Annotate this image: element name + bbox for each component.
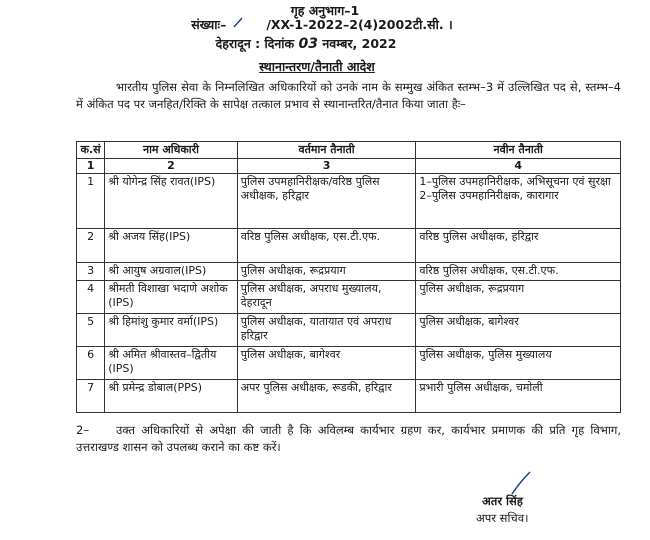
paragraph-number: 2– [76,423,90,437]
table-row [77,229,621,263]
row-current-posting: अपर पुलिस अधीक्षक, रूडकी, हरिद्वार [237,380,416,413]
instruction-text: उक्त अधिकारियों से अपेक्षा की जाती है कि अविलम्ब कार्यभार ग्रहण कर, कार्यभार प्रमाणक की प्रति गृह विभाग, उत्तराखण्ड शासन को उपलब्ध कराने का कष्ट करें। [76,423,621,454]
row-new-posting: पुलिस अधीक्षक, बागेश्वर [416,314,621,347]
column-number: 1 [77,159,105,174]
row-current-posting: पुलिस अधीक्षक, यातायात एवं अपराध हरिद्वार [237,314,416,347]
department-heading: गृह अनुभाग–1 [290,3,360,18]
row-new-posting: वरिष्ठ पुलिस अधीक्षक, हरिद्वार [416,229,621,263]
row-officer-name: श्री हिमांशु कुमार वर्मा(IPS) [105,314,238,347]
table-row [77,174,621,229]
table-header-row [77,142,621,159]
instruction-paragraph [76,422,621,456]
table-row [77,380,621,413]
column-number: 3 [237,159,416,174]
header-new-posting: नवीन तैनाती [416,142,621,159]
row-officer-name: श्रीमती विशाखा भदाणे अशोक (IPS) [105,281,238,314]
new-posting-line: 2–पुलिस उपमहानिरीक्षक, कारागार [419,189,559,202]
row-sn: 6 [77,347,105,380]
row-new-posting [416,174,621,229]
header-current-posting: वर्तमान तैनाती [237,142,416,159]
row-current-posting: पुलिस अधीक्षक, रूद्रप्रयाग [237,263,416,281]
column-number-row [77,159,621,174]
order-number [112,15,532,33]
row-new-posting: प्रभारी पुलिस अधीक्षक, चमोली [416,380,621,413]
signatory-designation: अपर सचिव। [476,511,529,525]
table-row [77,314,621,347]
intro-paragraph [76,79,621,113]
row-current-posting: पुलिस अधीक्षक, अपराध मुख्यालय, देहरादून [237,281,416,314]
header-sn: क.सं [77,142,105,159]
order-title: स्थानान्तरण/तैनाती आदेश [259,59,375,74]
row-officer-name: श्री अमित श्रीवास्तव–द्वितीय (IPS) [105,347,238,380]
intro-text: भारतीय पुलिस सेवा के निम्नलिखित अधिकारियों को उनके नाम के सम्मुख अंकित स्तम्भ–3 में उल्लिखित पद से, स्तम्भ–4 में अंकित पद पर जनहित/रिक्ति के सापेक्ष तत्काल प्रभाव से स्थानान्तरित/तैनात किया जाता हैः– [76,80,621,111]
table-row [77,263,621,281]
new-posting-line: 1–पुलिस उपमहानिरीक्षक, अभिसूचना एवं सुरक्षा [419,175,611,188]
order-number-prefix: संख्याः– [191,17,227,32]
column-number: 4 [416,159,621,174]
date-day: 03 [298,36,318,52]
row-new-posting: पुलिस अधीक्षक, पुलिस मुख्यालय [416,347,621,380]
column-number: 2 [105,159,238,174]
row-sn: 2 [77,229,105,263]
table-row [77,347,621,380]
place-date [96,35,516,52]
header-officer-name: नाम अधिकारी [105,142,238,159]
row-new-posting: वरिष्ठ पुलिस अधीक्षक, एस.टी.एफ. [416,263,621,281]
row-officer-name: श्री आयुष अग्रवाल(IPS) [105,263,238,281]
table-row [77,281,621,314]
row-sn: 4 [77,281,105,314]
row-officer-name: श्री अजय सिंह(IPS) [105,229,238,263]
row-new-posting: पुलिस अधीक्षक, रूद्रप्रयाग [416,281,621,314]
signatory-name: अतर सिंह [482,494,523,508]
order-number-suffix: /XX-1-2022–2(4)2002टी.सी. । [266,17,453,32]
place-date-prefix: देहरादून : दिनांक [215,36,295,51]
row-current-posting: पुलिस अधीक्षक, बागेश्वर [237,347,416,380]
transfer-table [76,141,621,413]
row-sn: 7 [77,380,105,413]
date-month-year: नवम्बर, 2022 [322,36,397,51]
handwritten-number-blank [226,15,266,32]
row-officer-name: श्री योगेन्द्र सिंह रावत(IPS) [105,174,238,229]
row-current-posting: वरिष्ठ पुलिस अधीक्षक, एस.टी.एफ. [237,229,416,263]
row-sn: 3 [77,263,105,281]
row-sn: 5 [77,314,105,347]
footer-cutoff-line [82,532,382,538]
row-sn: 1 [77,174,105,229]
row-officer-name: श्री प्रमेन्द्र डोबाल(PPS) [105,380,238,413]
row-current-posting: पुलिस उपमहानिरीक्षक/वरिष्ठ पुलिस अधीक्षक, हरिद्वार [237,174,416,229]
